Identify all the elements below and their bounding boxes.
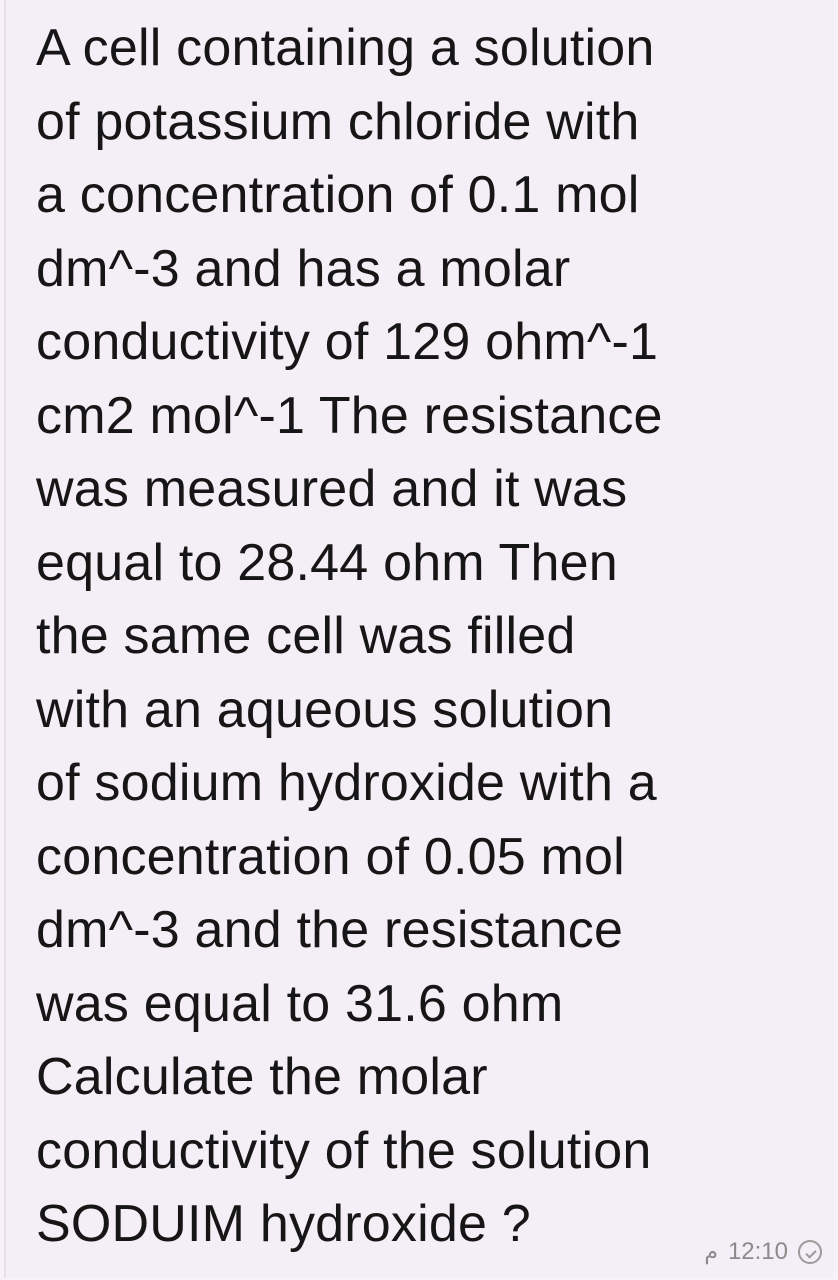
message-line: dm^-3 and has a molar — [36, 239, 571, 298]
message-status-icon — [798, 1240, 822, 1264]
message-line: with an aqueous solution — [36, 680, 614, 739]
message-line: cm2 mol^-1 The resistance — [36, 386, 663, 445]
message-line: a concentration of 0.1 mol — [36, 166, 640, 224]
message-line: was measured and it was — [36, 460, 628, 518]
message-line: of sodium hydroxide with a — [36, 754, 657, 812]
message-line: Calculate the molar — [36, 1048, 488, 1106]
message-line: conductivity of the solution — [36, 1121, 652, 1180]
message-line: equal to 28.44 ohm Then — [36, 533, 618, 592]
message-time: 12:10 — [727, 1238, 788, 1265]
message-line: concentration of 0.05 mol — [36, 827, 625, 886]
message-line: dm^-3 and the resistance — [36, 901, 624, 959]
message-line: conductivity of 129 ohm^-1 — [36, 313, 659, 371]
message-text — [36, 12, 826, 1262]
message-line: was equal to 31.6 ohm — [36, 974, 564, 1033]
message-line: A cell containing a solution — [36, 19, 655, 77]
message-metadata — [704, 1238, 822, 1266]
chat-message-bubble[interactable] — [4, 0, 834, 1278]
time-period-label: م — [704, 1239, 718, 1264]
message-line: SODUIM hydroxide ? — [36, 1195, 531, 1253]
message-line: of potassium chloride with — [36, 92, 640, 151]
message-line: the same cell was filled — [36, 607, 576, 665]
